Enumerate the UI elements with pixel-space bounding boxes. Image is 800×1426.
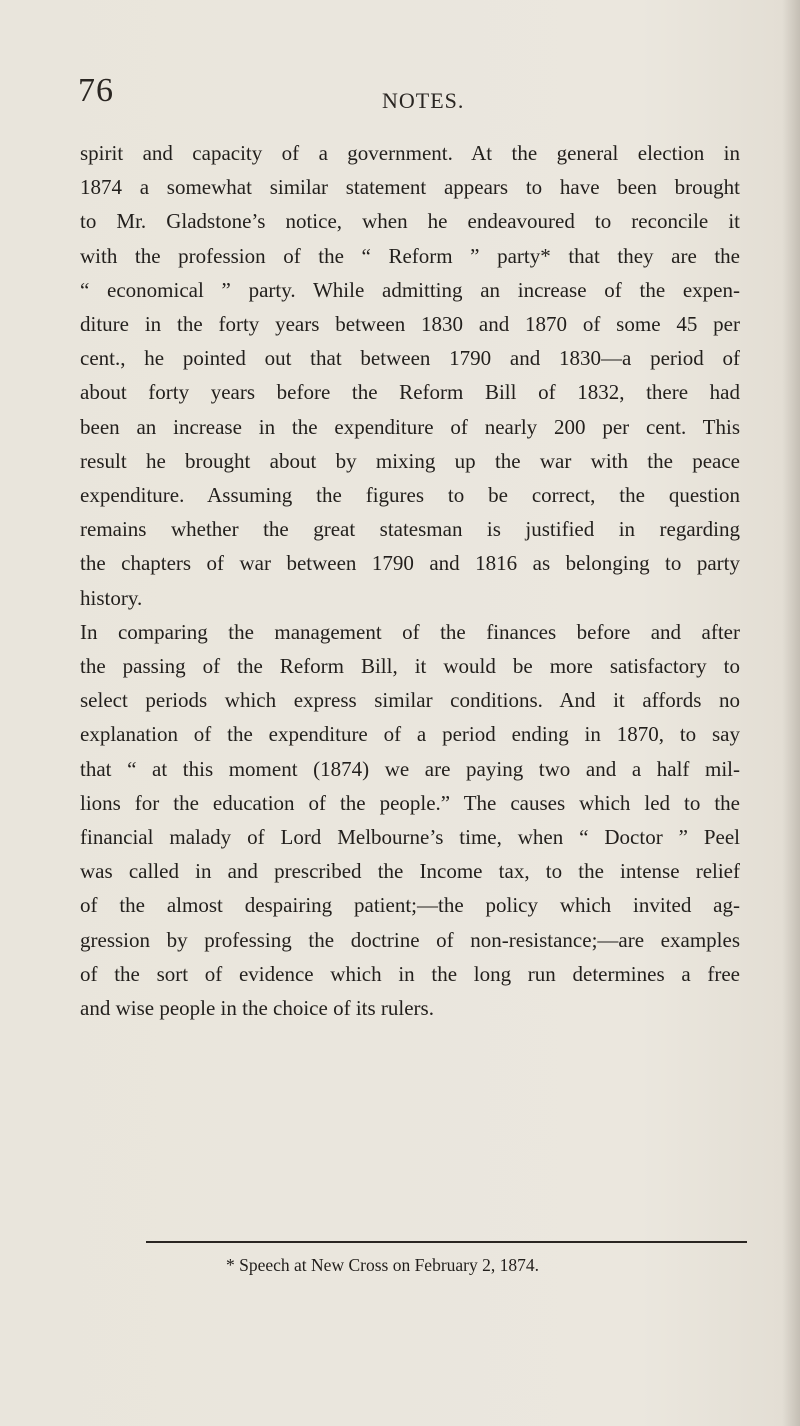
text-line: financial malady of Lord Melbourne’s time, when “ Doctor ” Peel xyxy=(80,825,740,850)
text-line: that “ at this moment (1874) we are paying two and a half mil- xyxy=(80,756,740,781)
page-number: 76 xyxy=(78,72,114,109)
text-line: diture in the forty years between 1830 and 1870 of some 45 per xyxy=(80,312,740,337)
text-line: and wise people in the choice of its rulers. xyxy=(80,996,434,1021)
page-edge-shadow xyxy=(782,0,800,1426)
text-line: with the profession of the “ Reform ” party* that they are the xyxy=(80,243,740,268)
text-line: of the almost despairing patient;—the policy which invited ag- xyxy=(80,893,740,918)
footnote: * Speech at New Cross on February 2, 1874. xyxy=(226,1255,540,1275)
text-line: history. xyxy=(80,585,143,610)
body-text xyxy=(80,136,740,1025)
text-line: about forty years before the Reform Bill of 1832, there had xyxy=(80,380,740,405)
text-line: of the sort of evidence which in the long run determines a free xyxy=(80,961,740,986)
running-head: NOTES. xyxy=(382,88,465,113)
text-line: result he brought about by mixing up the war with the peace xyxy=(80,448,740,473)
text-line: “ economical ” party. While admitting an increase of the expen- xyxy=(80,277,740,302)
text-line: spirit and capacity of a government. At the general election in xyxy=(80,141,740,165)
text-line: lions for the education of the people.” The causes which led to the xyxy=(80,790,740,815)
text-line: to Mr. Gladstone’s notice, when he endeavoured to reconcile it xyxy=(80,209,740,234)
text-line: cent., he pointed out that between 1790 and 1830—a period of xyxy=(80,346,740,371)
text-line: remains whether the great statesman is justified in regarding xyxy=(80,517,740,542)
text-line: expenditure. Assuming the figures to be correct, the question xyxy=(80,483,740,508)
text-line: In comparing the management of the finances before and after xyxy=(80,619,740,644)
text-line: been an increase in the expenditure of nearly 200 per cent. This xyxy=(80,414,740,439)
text-line: explanation of the expenditure of a period ending in 1870, to say xyxy=(80,722,740,747)
text-line: 1874 a somewhat similar statement appears to have been brought xyxy=(80,175,740,200)
text-line: the chapters of war between 1790 and 1816 as belonging to party xyxy=(80,551,740,576)
text-line: was called in and prescribed the Income tax, to the intense relief xyxy=(80,859,740,884)
text-line: the passing of the Reform Bill, it would be more satisfactory to xyxy=(80,654,740,679)
text-line: select periods which express similar conditions. And it affords no xyxy=(80,688,740,713)
footnote-rule xyxy=(146,1241,747,1243)
text-line: gression by professing the doctrine of non-resistance;—are examples xyxy=(80,927,740,952)
